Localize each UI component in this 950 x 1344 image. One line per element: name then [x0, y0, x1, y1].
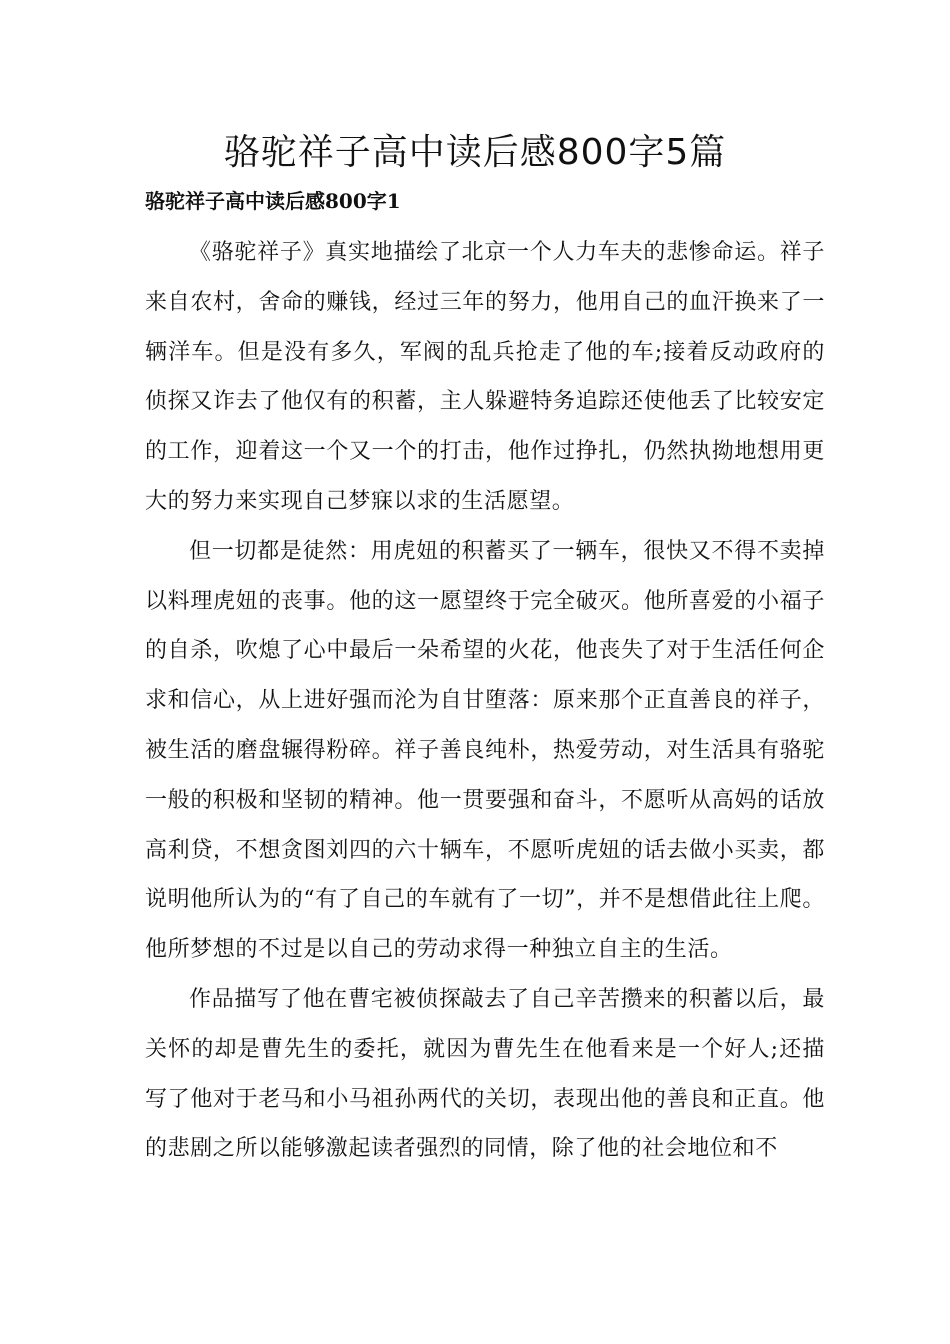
document-title: 骆驼祥子高中读后感800字5篇: [223, 132, 727, 173]
paragraph: 《骆驼祥子》真实地描绘了北京一个人力车夫的悲惨命运。祥子来自农村，舍命的赚钱，经过三年的努力，他用自己的血汗换来了一辆洋车。但是没有多久，军阀的乱兵抢走了他的车;接着反动政府的侦探又诈去了他仅有的积蓄，主人躲避特务追踪还使他丢了比较安定的工作，迎着这一个又一个的打击，他作过挣扎，仍然执拗地想用更大的努力来实现自己梦寐以求的生活愿望。: [145, 240, 825, 514]
section-title: 骆驼祥子高中读后感800字1: [145, 189, 401, 213]
paragraph: 但一切都是徒然：用虎妞的积蓄买了一辆车，很快又不得不卖掉以料理虎妞的丧事。他的这一愿望终于完全破灭。他所喜爱的小福子的自杀，吹熄了心中最后一朵希望的火花，他丧失了对于生活任何企求和信心，从上进好强而沦为自甘堕落：原来那个正直善良的祥子，被生活的磨盘辗得粉碎。祥子善良纯朴，热爱劳动，对生活具有骆驼一般的积极和坚韧的精神。他一贯要强和奋斗，不愿听从高妈的话放高利贷，不想贪图刘四的六十辆车，不愿听虎妞的话去做小买卖，都说明他所认为的“有了自己的车就有了一切”，并不是想借此往上爬。他所梦想的不过是以自己的劳动求得一种独立自主的生活。: [145, 538, 825, 963]
paragraph: 作品描写了他在曹宅被侦探敲去了自己辛苦攒来的积蓄以后，最关怀的却是曹先生的委托，就因为曹先生在他看来是一个好人;还描写了他对于老马和小马祖孙两代的关切，表现出他的善良和正直。他的悲剧之所以能够激起读者强烈的同情，除了他的社会地位和不: [145, 986, 825, 1162]
body-text: [145, 228, 825, 1174]
